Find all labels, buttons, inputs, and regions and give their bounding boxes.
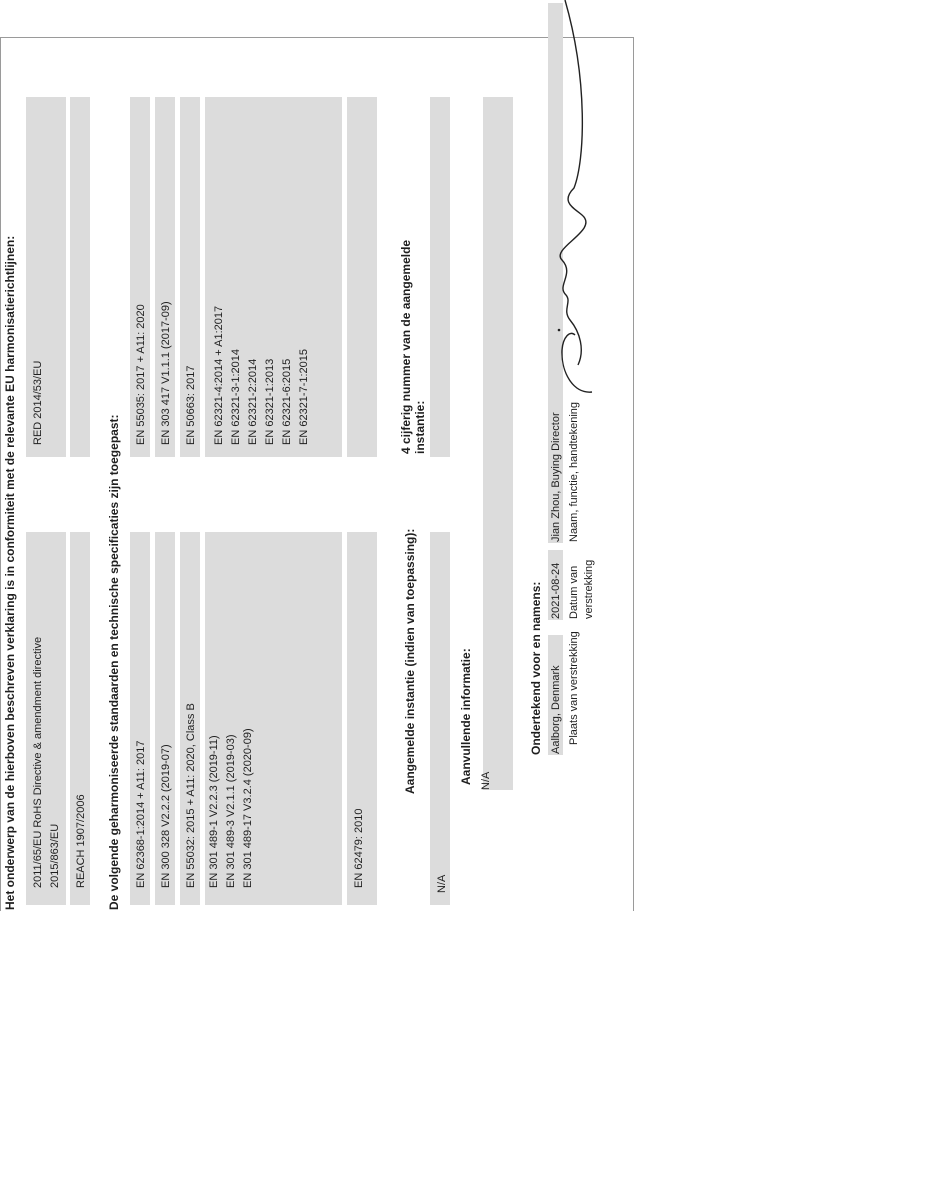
standard-left-4: EN 301 489-1 V2.2.3 (2019-11) EN 301 489-3 V2.1.1 (2019-03) EN 301 489-17 V3.2.4 (2020-09) [208, 728, 254, 888]
standard-left-2: EN 300 328 V2.2.2 (2019-07) [160, 744, 172, 888]
standard-right-4: EN 62321-4:2014 + A1:2017 EN 62321-3-1:2014 EN 62321-2:2014 EN 62321-1:2013 EN 62321-6:2015 EN 62321-7-1:2015 [213, 305, 310, 445]
additional-info-label: Aanvullende informatie: [459, 648, 473, 785]
standard-right-2: EN 303 417 V1.1.1 (2017-09) [160, 301, 172, 445]
standard-left-3: EN 55032: 2015 + A11: 2020, Class B [185, 703, 197, 888]
standard-left-1: EN 62368-1:2014 + A11: 2017 [135, 740, 147, 888]
standard-left-5: EN 62479: 2010 [353, 808, 365, 888]
standard-right-1: EN 55035: 2017 + A11: 2020 [135, 304, 147, 445]
signing-place: Aalborg, Denmark [550, 665, 562, 754]
standard-right-3: EN 50663: 2017 [185, 365, 197, 445]
signing-heading: Ondertekend voor en namens: [529, 581, 543, 755]
standards-heading: De volgende geharmoniseerde standaarden en technische specificaties zijn toegepast: [107, 414, 121, 910]
notified-body-value: N/A [436, 874, 448, 893]
signing-name: Jian Zhou, Buying Director [550, 412, 562, 542]
directive-left-1: 2011/65/EU RoHS Directive & amendment directive 2015/863/EU [32, 636, 61, 888]
signing-date: 2021-08-24 [550, 562, 562, 619]
directive-left-2: REACH 1907/2006 [75, 794, 87, 888]
notified-body-number-label: 4 cijferig nummer van de aangemelde instantie: [399, 239, 427, 454]
date-caption: Datum van verstrekking [568, 559, 595, 619]
name-caption: Naam, functie, handtekening [568, 401, 580, 542]
additional-info-value: N/A [480, 771, 492, 790]
directive-right-1: RED 2014/53/EU [32, 360, 44, 445]
place-caption: Plaats van verstrekking [568, 631, 580, 745]
notified-body-label: Aangemelde instantie (indien van toepassing): [403, 528, 417, 794]
conformity-header: Het onderwerp van de hierboven beschreven verklaring is in conformiteit met de relevante EU harmonisatierichtlijnen: [3, 235, 17, 910]
